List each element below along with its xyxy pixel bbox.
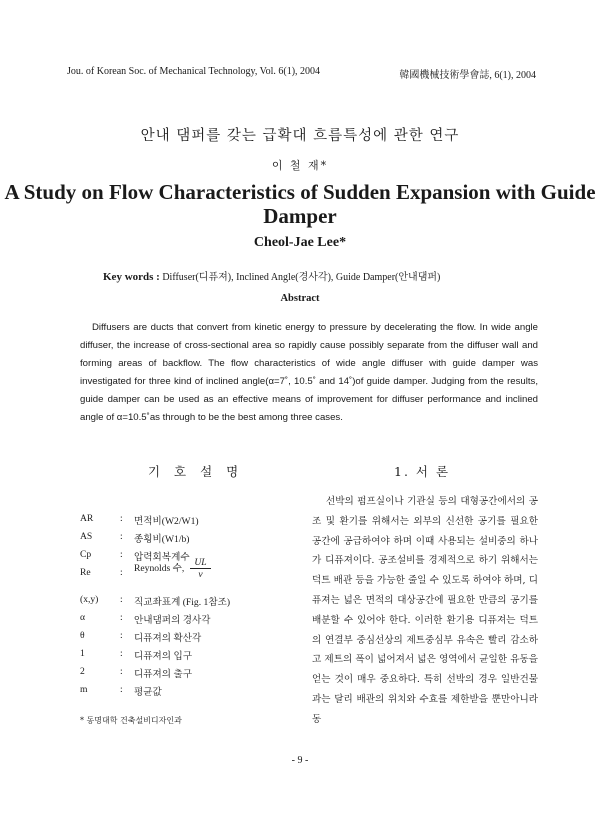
- footnote: * 동명대학 건축설비디자인과: [80, 716, 182, 725]
- nomenclature-description-text: 직교좌표계 (Fig. 1참조): [134, 597, 231, 608]
- nomenclature-symbol: Cp: [80, 549, 92, 560]
- nomenclature-description: [134, 531, 190, 545]
- nomenclature-colon: :: [120, 549, 123, 560]
- journal-header-en: Jou. of Korean Soc. of Mechanical Technology, Vol. 6(1), 2004: [67, 66, 321, 77]
- nomenclature-description: [134, 684, 162, 698]
- nomenclature-symbol: θ: [80, 630, 85, 641]
- abstract-title: Abstract: [280, 293, 320, 304]
- reynolds-fraction: [190, 557, 210, 580]
- nomenclature-heading: 기 호 설 명: [148, 464, 244, 479]
- nomenclature-symbol: AS: [80, 531, 93, 542]
- nomenclature-description: [134, 612, 211, 626]
- section1-body: [312, 492, 538, 730]
- nomenclature-symbol: (x,y): [80, 594, 99, 605]
- nomenclature-description-text: 평균값: [134, 687, 162, 698]
- nomenclature-description: [134, 513, 199, 527]
- keywords-label: Key words :: [103, 271, 160, 283]
- nomenclature-description-text: 종횡비(W1/b): [134, 534, 190, 545]
- section1-paragraph: 선박의 펌프실이나 기관실 등의 대형공간에서의 공조 및 환기를 위해서는 외부의 신선한 공기를 필요한 공간에 공급하여야 하며 이때 사용되는 설비중의 하나가 디퓨져이다. 공조설비를 경제적으로 하기 위해서는 덕트 배관 등을 가능한 줄일 수 있도록 하여야 하며, 디퓨져는 넓은 면적의 대상공간에 필요한 만큼의 공기를 배분할 수 있어야 한다. 이러한 환기용 디퓨져는 덕트의 연결부 중심선상의 제트중심부 유속은 빨리 감소하고 제트의 폭이 넓어져서 넓은 영역에서 균일한 유동을 얻는 것이 매우 중요하다. 특히 선박의 경우 일반건물과는 달리 배관의 위치와 수효를 제한받을 뿐만아니라 동: [312, 496, 538, 725]
- nomenclature-colon: :: [120, 684, 123, 695]
- nomenclature-colon: :: [120, 630, 123, 641]
- author-english: Cheol-Jae Lee*: [253, 235, 347, 250]
- title-english-text: A Study on Flow Characteristics of Sudden Expansion with Guide Damper: [4, 180, 596, 228]
- nomenclature-description-text: 안내댐퍼의 경사각: [134, 615, 211, 626]
- nomenclature-colon: :: [120, 513, 123, 524]
- nomenclature-symbol: Re: [80, 567, 91, 578]
- nomenclature-symbol: m: [80, 684, 88, 695]
- nomenclature-symbol: α: [80, 612, 86, 623]
- nomenclature-description: [134, 666, 192, 680]
- nomenclature-description-text: 디퓨져의 출구: [134, 669, 193, 680]
- nomenclature-colon: :: [120, 612, 123, 623]
- nomenclature-description-text: 디퓨져의 입구: [134, 651, 193, 662]
- nomenclature-symbol: AR: [80, 513, 94, 524]
- abstract-text: Diffusers are ducts that convert from kinetic energy to pressure by decelerating the flow. In wide angle diffuser, the increase of cross-sectional area so rapidly cause possibly separate from the diffuser wall and forming areas of backflow. The flow characteristics of wide angle diffuser with guide damper was investigated for three kind of inclined angle(α=7˚, 10.5˚ and 14˚)of guide damper. Judging from the results, guide damper can be used as an effective means of improvement for diffuser performance and inclined angle of α=10.5˚as through to be the best among three cases.: [80, 322, 538, 423]
- nomenclature-description-text: 면적비(W2/W1): [134, 516, 199, 527]
- section1-heading: 1. 서 론: [394, 464, 451, 479]
- nomenclature-description-text: 압력회복계수: [134, 552, 190, 563]
- fraction-denominator: ν: [198, 569, 203, 580]
- page-number: - 9 -: [291, 755, 309, 766]
- nomenclature-description-text: Reynolds 수,: [134, 562, 185, 574]
- nomenclature-symbol: 1: [80, 648, 85, 659]
- nomenclature-colon: :: [120, 666, 123, 677]
- nomenclature-colon: :: [120, 594, 123, 605]
- nomenclature-description: [134, 648, 192, 662]
- nomenclature-colon: :: [120, 648, 123, 659]
- journal-header-ko: 韓國機械技術學會誌, 6(1), 2004: [399, 70, 536, 81]
- nomenclature-colon: :: [120, 567, 123, 578]
- nomenclature-symbol: 2: [80, 666, 85, 677]
- nomenclature-description: [134, 630, 201, 644]
- nomenclature-colon: :: [120, 531, 123, 542]
- title-english: [0, 180, 600, 228]
- keywords-text: Diffuser(디퓨져), Inclined Angle(경사각), Guide Damper(안내댐퍼): [162, 272, 441, 283]
- nomenclature-description-text: 디퓨져의 확산각: [134, 633, 202, 644]
- nomenclature-description: [134, 557, 211, 580]
- nomenclature-description: [134, 594, 230, 608]
- author-korean: 이 철 재*: [271, 159, 329, 172]
- keywords: [103, 268, 440, 283]
- title-korean: 안내 댐퍼를 갖는 급확대 흐름특성에 관한 연구: [140, 128, 460, 144]
- fraction-numerator: UL: [190, 557, 210, 569]
